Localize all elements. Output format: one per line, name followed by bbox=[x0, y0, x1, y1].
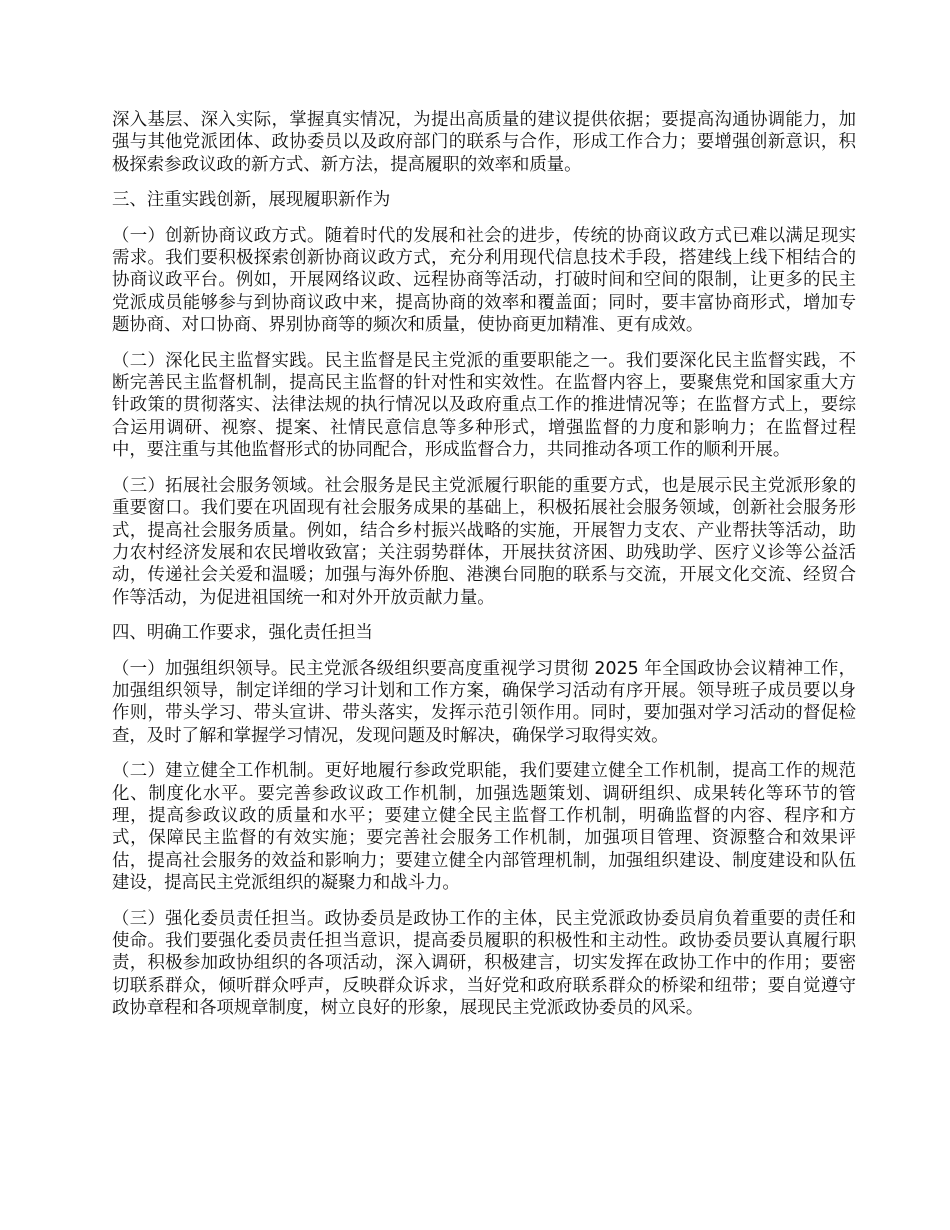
paragraph-democratic-supervision: （二）深化民主监督实践。民主监督是民主党派的重要职能之一。我们要深化民主监督实践，不断完善民主监督机制，提高民主监督的针对性和实效性。在监督内容上，要聚焦党和国家重大方针政策的贯彻落实、法律法规的执行情况以及政府重点工作的推进情况等；在监督方式上，要综合运用调研、视察、提案、社情民意信息等多种形式，增强监督的力度和影响力；在监督过程中，要注重与其他监督形式的协同配合，形成监督合力，共同推动各项工作的顺利开展。 bbox=[112, 350, 856, 461]
paragraph-innovate-consultation: （一）创新协商议政方式。随着时代的发展和社会的进步，传统的协商议政方式已难以满足现实需求。我们要积极探索创新协商议政方式，充分利用现代信息技术手段，搭建线上线下相结合的协商议政平台。例如，开展网络议政、远程协商等活动，打破时间和空间的限制，让更多的民主党派成员能够参与到协商议政中来，提高协商的效率和覆盖面；同时，要丰富协商形式，增加专题协商、对口协商、界别协商等的频次和质量，使协商更加精准、更有成效。 bbox=[112, 225, 856, 336]
paragraph-continuation: 深入基层、深入实际，掌握真实情况，为提出高质量的建议提供依据；要提高沟通协调能力，加强与其他党派团体、政协委员以及政府部门的联系与合作，形成工作合力；要增强创新意识，积极探索参政议政的新方式、新方法，提高履职的效率和质量。 bbox=[112, 110, 856, 175]
paragraph-organization-leadership: （一）加强组织领导。民主党派各级组织要高度重视学习贯彻 2025 年全国政协会议精神工作，加强组织领导，制定详细的学习计划和工作方案，确保学习活动有序开展。领导班子成员要以身作则，带头学习、带头宣讲、带头落实，发挥示范引领作用。同时，要加强对学习活动的督促检查，及时了解和掌握学习情况，发现问题及时解决，确保学习取得实效。 bbox=[112, 658, 856, 746]
section-heading-four: 四、明确工作要求，强化责任担当 bbox=[112, 623, 373, 644]
section-heading-three: 三、注重实践创新，展现履职新作为 bbox=[112, 190, 391, 211]
paragraph-member-responsibility: （三）强化委员责任担当。政协委员是政协工作的主体，民主党派政协委员肩负着重要的责任和使命。我们要强化委员责任担当意识，提高委员履职的积极性和主动性。政协委员要认真履行职责，积极参加政协组织的各项活动，深入调研，积极建言，切实发挥在政协工作中的作用；要密切联系群众，倾听群众呼声，反映群众诉求，当好党和政府联系群众的桥梁和纽带；要自觉遵守政协章程和各项规章制度，树立良好的形象，展现民主党派政协委员的风采。 bbox=[112, 908, 856, 1019]
paragraph-work-mechanism: （二）建立健全工作机制。更好地履行参政党职能，我们要建立健全工作机制，提高工作的规范化、制度化水平。要完善参政议政工作机制，加强选题策划、调研组织、成果转化等环节的管理，提高参政议政的质量和水平；要建立健全民主监督工作机制，明确监督的内容、程序和方式，保障民主监督的有效实施；要完善社会服务工作机制，加强项目管理、资源整合和效果评估，提高社会服务的效益和影响力；要建立健全内部管理机制，加强组织建设、制度建设和队伍建设，提高民主党派组织的凝聚力和战斗力。 bbox=[112, 761, 856, 894]
paragraph-social-service: （三）拓展社会服务领域。社会服务是民主党派履行职能的重要方式，也是展示民主党派形象的重要窗口。我们要在巩固现有社会服务成果的基础上，积极拓展社会服务领域，创新社会服务形式，提高社会服务质量。例如，结合乡村振兴战略的实施，开展智力支农、产业帮扶等活动，助力农村经济发展和农民增收致富；关注弱势群体，开展扶贫济困、助残助学、医疗义诊等公益活动，传递社会关爱和温暖；加强与海外侨胞、港澳台同胞的联系与交流，开展文化交流、经贸合作等活动，为促进祖国统一和对外开放贡献力量。 bbox=[112, 475, 856, 608]
document-page bbox=[112, 109, 856, 1033]
